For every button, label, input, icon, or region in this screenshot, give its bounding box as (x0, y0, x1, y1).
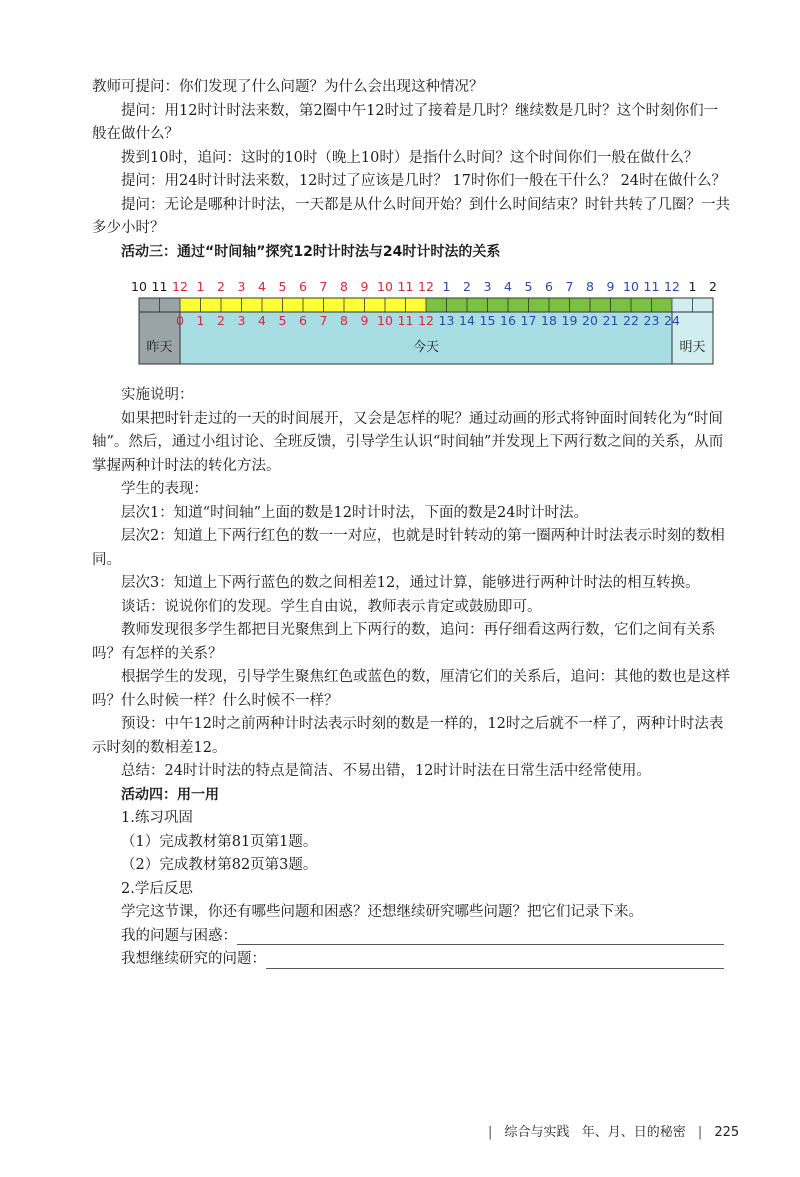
question-line (92, 925, 732, 949)
answer-blank[interactable] (237, 928, 724, 945)
question-line (92, 948, 732, 972)
paragraph: 提问：无论是哪种计时法，一天都是从什么时间开始？到什么时间结束？时针共转了几圈？一共多少小时？ (92, 196, 730, 236)
top-hour-label: 2 (463, 279, 471, 294)
top-hour-label: 2 (709, 279, 717, 294)
bottom-hour-label: 6 (299, 313, 307, 328)
top-hour-label: 2 (217, 279, 225, 294)
top-hour-label: 10 (623, 279, 639, 294)
top-hour-label: 12 (172, 279, 188, 294)
bottom-hour-label: 7 (319, 313, 328, 328)
bottom-hour-label: 17 (520, 313, 537, 328)
label-tomorrow: 明天 (679, 340, 706, 355)
top-hour-label: 11 (151, 279, 168, 294)
paragraph: 根据学生的发现，引导学生聚焦红色或蓝色的数，厘清它们的关系后，追问：其他的数也是这样吗？什么时候一样？什么时候不一样？ (92, 669, 730, 709)
top-hour-label: 4 (258, 279, 266, 294)
yesterday-band (139, 312, 180, 364)
top-hour-label: 12 (418, 279, 434, 294)
top-hour-label: 5 (524, 279, 533, 294)
bottom-hour-label: 20 (582, 313, 598, 328)
bottom-hour-label: 10 (377, 313, 393, 328)
explanation-section (92, 384, 732, 784)
footer-section: 综合与实践 (504, 1125, 570, 1140)
answer-blank[interactable] (266, 952, 724, 969)
bottom-hour-label: 11 (397, 313, 414, 328)
top-hour-label: 8 (586, 279, 594, 294)
label-yesterday: 昨天 (146, 340, 173, 355)
reflection-heading: 2.学后反思 (121, 880, 193, 897)
top-hour-label: 6 (299, 279, 307, 294)
top-hour-label: 11 (643, 279, 660, 294)
bottom-hour-label: 2 (217, 313, 225, 328)
bottom-hour-label: 18 (541, 313, 557, 328)
paragraph: 学生的表现： (121, 481, 208, 497)
top-hour-label: 7 (565, 279, 574, 294)
paragraph: 层次2：知道上下两行红色的数一一对应，也就是时针转动的第一圈两种计时法表示时刻的数相同。 (92, 528, 725, 568)
paragraph: 层次1：知道“时间轴”上面的数是12时计时法，下面的数是24时计时法。 (121, 504, 588, 521)
time-axis-figure (129, 274, 717, 374)
top-hour-label: 1 (688, 279, 697, 294)
top-hour-label: 1 (442, 279, 451, 294)
bottom-hour-label: 8 (340, 313, 348, 328)
question-label: 我想继续研究的问题： (121, 951, 266, 967)
top-hour-label: 3 (483, 279, 492, 294)
top-hour-label: 8 (340, 279, 348, 294)
top-hour-label: 9 (606, 279, 615, 294)
reflection-text: 学完这节课，你还有哪些问题和困惑？还想继续研究哪些问题？把它们记录下来。 (121, 904, 643, 920)
bottom-hour-label: 12 (418, 313, 434, 328)
top-hour-label: 6 (545, 279, 553, 294)
bottom-hour-label: 16 (500, 313, 516, 328)
top-hour-label: 4 (504, 279, 512, 294)
page-footer (488, 1121, 747, 1140)
paragraph: 提问：用12时计时法来数，第2圈中午12时过了接着是几时？继续数是几时？这个时刻你们一般在做什么？ (92, 102, 719, 142)
bottom-hour-label: 21 (602, 313, 619, 328)
bottom-hour-label: 22 (623, 313, 639, 328)
paragraph: 实施说明： (121, 387, 194, 403)
label-today: 今天 (412, 340, 440, 355)
top-hour-label: 3 (237, 279, 246, 294)
bottom-hour-label: 19 (561, 313, 578, 328)
paragraph: 预设：中午12时之前两种计时法表示时刻的数是一样的，12时之后就不一样了，两种计时法表示时刻的数相差12。 (92, 716, 724, 756)
top-hour-label: 9 (360, 279, 369, 294)
bottom-hour-label: 3 (237, 313, 246, 328)
paragraph: 拨到10时，追问：这时的10时（晚上10时）是指什么时间？这个时间你们一般在做什么？ (121, 149, 699, 166)
practice-heading: 1.练习巩固 (121, 810, 193, 826)
top-hour-label: 10 (377, 279, 393, 294)
bottom-hour-label: 14 (459, 313, 475, 328)
top-hour-label: 5 (278, 279, 287, 294)
paragraph: 谈话：说说你们的发现。学生自由说，教师表示肯定或鼓励即可。 (121, 598, 542, 615)
bottom-hour-label: 24 (664, 313, 680, 328)
top-hour-label: 7 (319, 279, 328, 294)
paragraph: 教师发现很多学生都把目光聚焦到上下两行的数，追问：再仔细看这两行数，它们之间有关系吗？有怎样的关系？ (92, 622, 716, 662)
bottom-hour-label: 9 (360, 313, 369, 328)
bottom-hour-label: 1 (196, 313, 205, 328)
footer-divider: | (488, 1125, 493, 1140)
practice-item: （2）完成教材第82页第3题。 (121, 857, 318, 873)
practice-item: （1）完成教材第81页第1题。 (121, 833, 318, 850)
footer-chapter: 年、月、日的秘密 (581, 1125, 686, 1140)
top-hour-label: 10 (131, 279, 147, 294)
bottom-hour-label: 4 (258, 313, 266, 328)
footer-divider: | (697, 1125, 703, 1140)
paragraph: 教师可提问：你们发现了什么问题？为什么会出现这种情况？ (92, 79, 484, 95)
page-number: 225 (714, 1125, 740, 1140)
bottom-hour-label: 23 (643, 313, 660, 328)
paragraph: 提问：用24时计时法来数，12时过了应该是几时？ 17时你们一般在干什么？ 24时在做什么？ (121, 173, 727, 189)
top-hour-label: 1 (196, 279, 205, 294)
paragraph: 如果把时针走过的一天的时间展开，又会是怎样的呢？通过动画的形式将钟面时间转化为“时间轴”。然后，通过小组讨论、全班反馈，引导学生认识“时间轴”并发现上下两行数之间的关系，从而掌握两种计时法的转化方法。 (92, 410, 724, 474)
top-hour-label: 12 (664, 279, 680, 294)
top-hour-label: 11 (397, 279, 414, 294)
bottom-hour-label: 13 (438, 313, 455, 328)
activity3-title: 活动三：通过“时间轴”探究12时计时法与24时计时法的关系 (121, 243, 501, 260)
paragraph: 层次3：知道上下两行蓝色的数之间相差12，通过计算，能够进行两种计时法的相互转换。 (121, 575, 700, 591)
bottom-hour-label: 0 (176, 313, 184, 328)
page-content (92, 76, 732, 972)
bottom-hour-label: 15 (479, 313, 496, 328)
bottom-hour-label: 5 (278, 313, 287, 328)
question-label: 我的问题与困惑： (121, 927, 237, 944)
activity4-title: 活动四：用一用 (121, 786, 219, 803)
paragraph: 总结：24时计时法的特点是简洁、不易出错，12时计时法在日常生活中经常使用。 (121, 763, 651, 779)
